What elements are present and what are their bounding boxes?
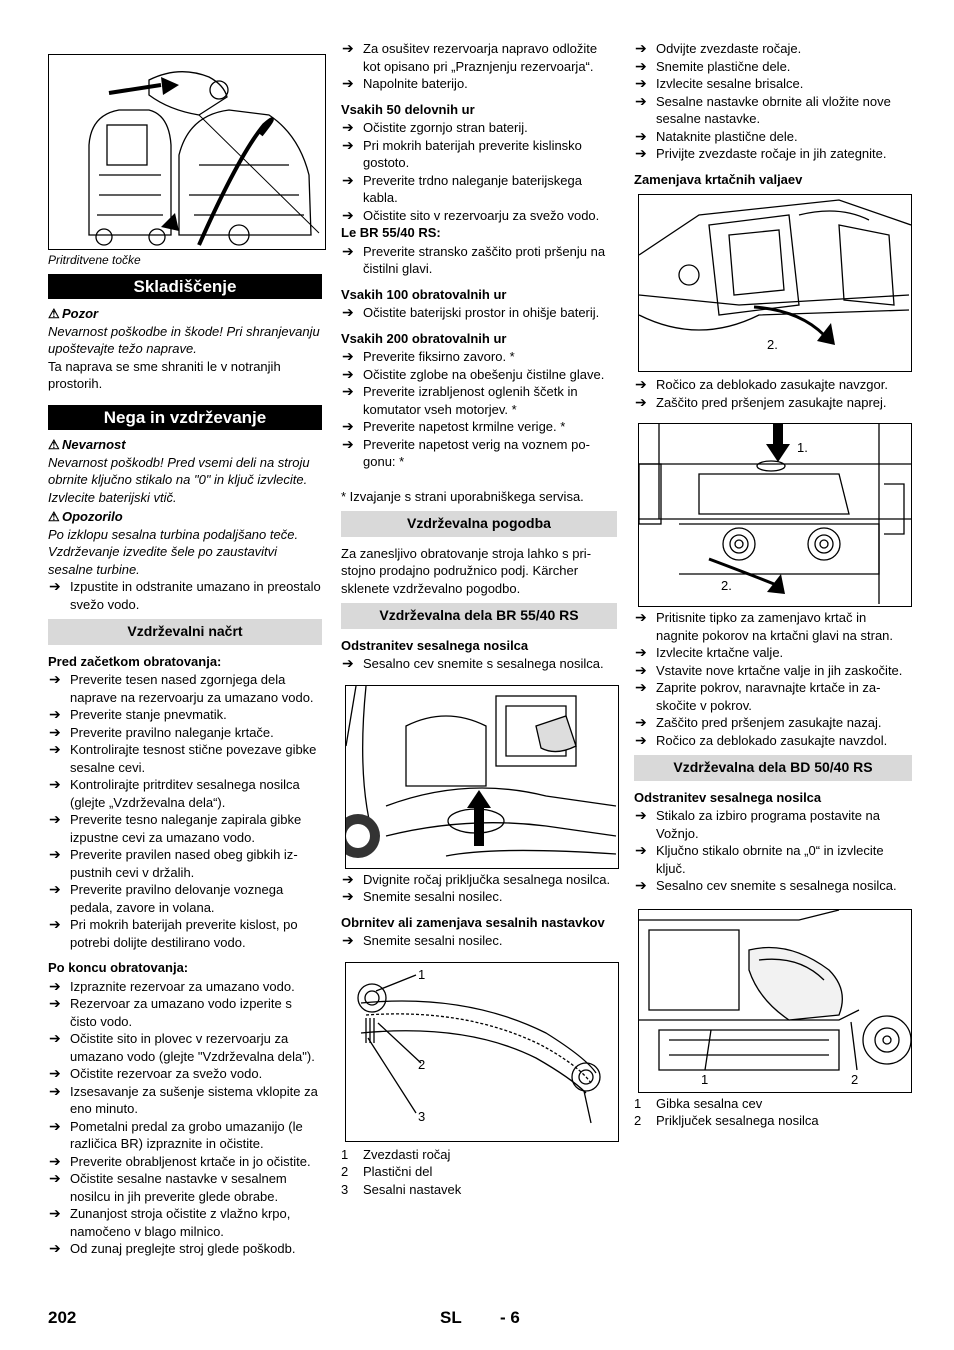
legend (634, 1095, 912, 1130)
arrow-icon: ➔ (49, 995, 61, 1011)
arrow-icon: ➔ (49, 723, 61, 740)
arrow-icon: ➔ (635, 40, 647, 56)
arrow-icon: ➔ (49, 776, 61, 792)
subheading-remove: Odstranitev sesalnega nosilca (341, 637, 529, 653)
warning-heading (48, 508, 322, 526)
section-title-br-work: Vzdrževalna dela BR 55/40 RS (341, 603, 617, 629)
danger-text: Nevarnost poškodb! Pred vsemi deli na stroju obrnite ključno stikalo na "0" in ključ izvlecite. Izvlecite baterijski vtič. (48, 454, 310, 505)
list-item: ➔ Preverite stransko zaščito proti pršenju na čistilni glavi. (342, 242, 606, 276)
list-item: ➔ Vstavite nove krtačne valje in jih zaskočite. (635, 661, 903, 678)
list-item: ➔ Preverite stanje pnevmatik. (49, 706, 227, 722)
arrow-icon: ➔ (635, 661, 647, 678)
suction-bar-illustration (346, 963, 618, 1141)
list-100h (341, 304, 617, 322)
release-lever-illustration (639, 195, 911, 371)
label-2: 2 (851, 1071, 859, 1087)
label-1: 1 (701, 1071, 709, 1087)
list-item: ➔ Izvlecite sesalne brisalce. (635, 75, 804, 91)
legend-item: 1 Gibka sesalna cev (634, 1095, 763, 1111)
arrow-icon: ➔ (342, 888, 354, 904)
section-title-maintenance-plan: Vzdrževalni načrt (48, 619, 322, 645)
subheading-bd-remove: Odstranitev sesalnega nosilca (634, 789, 822, 805)
arrow-icon: ➔ (49, 1065, 61, 1081)
list-50h (341, 119, 617, 224)
figure-caption: Pritrditvene točke (48, 253, 141, 267)
subheading-turn: Obrnitev ali zamenjava sesalnih nastavkov (341, 914, 605, 930)
list-item: ➔ Pometalni predal za grobo umazanijo (le različica BR) izpraznite in očistite. (49, 1117, 303, 1151)
section-number: - 6 (500, 1308, 520, 1327)
list-item: ➔ Ročico za deblokado zasukajte navzgor. (635, 376, 888, 392)
legend (341, 1146, 617, 1199)
warning-label: Opozorilo (62, 509, 123, 524)
legend-item: 3 Sesalni nastavek (341, 1181, 462, 1197)
list-item: ➔ Ključno stikalo obrnite na „0“ in izvlecite ključ. (635, 842, 884, 876)
figure-release-lever (638, 194, 912, 372)
storage-text: Ta naprava se sme shraniti le v notranjih prostorih. (48, 358, 281, 391)
list-item: ➔ Preverite fiksirno zavoro. * (342, 348, 515, 364)
subheading-br: Le BR 55/40 RS: (341, 225, 441, 240)
top-list (341, 40, 617, 93)
list-item: ➔ Očistite zglobe na obešenju čistilne glave. (342, 365, 605, 382)
arrow-icon: ➔ (342, 348, 354, 364)
fig2-list (634, 609, 912, 749)
arrow-icon: ➔ (635, 92, 647, 109)
arrow-icon: ➔ (49, 977, 61, 994)
arrow-icon: ➔ (635, 376, 647, 392)
arrow-icon: ➔ (635, 145, 647, 161)
arrow-icon: ➔ (635, 679, 647, 695)
list-item: ➔ Izvlecite krtačne valje. (635, 644, 784, 660)
arrow-icon: ➔ (342, 242, 354, 259)
list-item: ➔ Nataknite plastične dele. (635, 127, 798, 144)
caution-label: Pozor (62, 306, 99, 321)
arrow-icon: ➔ (342, 136, 354, 153)
arrow-icon: ➔ (342, 870, 354, 887)
arrow-icon: ➔ (342, 932, 354, 948)
list-item: ➔ Očistite sito in plovec v rezervoarju za umazano vodo (glejte "Vzdrževalna dela"). (49, 1030, 315, 1064)
list-item: ➔ Preverite tesno naleganje zapirala gibke izpustne cevi za umazano vodo. (49, 811, 302, 845)
service-note: * Izvajanje s strani uporabniškega servisa. (341, 488, 584, 504)
legend-item: 2 Priključek sesalnega nosilca (634, 1113, 819, 1128)
after-list (48, 978, 322, 1258)
step-label-1: 1. (797, 440, 808, 455)
list-item: ➔ Napolnite baterijo. (342, 75, 468, 91)
label-3: 3 (418, 1108, 426, 1124)
subheading-before: Pred začetkom obratovanja: (48, 653, 222, 669)
list-item: ➔ Pritisnite tipko za zamenjavo krtač in nagnite pokorov na krtačni glavi na stran. (635, 609, 894, 643)
subheading-after: Po koncu obratovanja: (48, 960, 189, 975)
list-item: ➔ Preverite pravilen nased obeg gibkih izpustnih cevi v držalih. (49, 846, 298, 880)
arrow-icon: ➔ (49, 741, 61, 757)
list-item: ➔ Sesalno cev snemite s sesalnega nosilca. (635, 877, 897, 893)
fig-list (341, 871, 617, 906)
caution-text: Nevarnost poškodbe in škode! Pri shranjevanju upoštevajte težo naprave. (48, 323, 320, 356)
column-right (634, 40, 912, 1130)
arrow-icon: ➔ (49, 881, 61, 897)
page-number: 202 (48, 1308, 77, 1327)
arrow-icon: ➔ (49, 578, 61, 594)
arrow-icon: ➔ (49, 1170, 61, 1186)
arrow-icon: ➔ (342, 435, 354, 452)
danger-label: Nevarnost (62, 437, 126, 452)
danger-heading (48, 436, 322, 454)
list-item: ➔ Preverite pravilno naleganje krtače. (49, 723, 274, 740)
arrow-icon: ➔ (635, 714, 647, 730)
caution-heading (48, 305, 322, 323)
column-middle (341, 40, 617, 1198)
subheading-50h: Vsakih 50 delovnih ur (341, 101, 475, 117)
machine-illustration (49, 55, 325, 249)
arrow-icon: ➔ (342, 383, 354, 399)
list-item: ➔ Izpustite in odstranite umazano in preostalo svežo vodo. (49, 578, 321, 612)
figure-attachment-points (48, 54, 326, 250)
bd-suction-holder-illustration (639, 910, 911, 1092)
warning-triangle-icon: ⚠ (48, 509, 60, 524)
list-item: ➔ Snemite plastične dele. (635, 57, 791, 74)
arrow-icon: ➔ (342, 655, 354, 671)
arrow-icon: ➔ (49, 1117, 61, 1134)
arrow-icon: ➔ (342, 171, 354, 188)
subheading-100h: Vsakih 100 obratovalnih ur (341, 286, 507, 302)
arrow-icon: ➔ (49, 1205, 61, 1221)
arrow-icon: ➔ (49, 916, 61, 932)
arrow-icon: ➔ (342, 206, 354, 223)
arrow-icon: ➔ (635, 644, 647, 660)
arrow-icon: ➔ (342, 304, 354, 320)
brush-change-illustration (639, 424, 911, 606)
fig1-list (634, 376, 912, 411)
label-1: 1 (418, 966, 426, 982)
arrow-icon: ➔ (635, 75, 647, 91)
list-item: ➔ Očistite baterijski prostor in ohišje baterij. (342, 304, 600, 320)
list-item: ➔ Preverite tesen nased zgornjega dela naprave na rezervoarju za umazano vodo. (49, 671, 314, 705)
list-item: ➔ Ročico za deblokado zasukajte navzdol. (635, 731, 888, 748)
list-item: ➔ Izpraznite rezervoar za umazano vodo. (49, 977, 295, 994)
remove-list (341, 655, 617, 673)
arrow-icon: ➔ (635, 807, 647, 823)
list-item: ➔ Preverite napetost krmilne verige. * (342, 418, 566, 434)
warning-triangle-icon: ⚠ (48, 437, 60, 452)
list-item: ➔ Zaščito pred pršenjem zasukajte nazaj. (635, 714, 882, 730)
subheading-200h: Vsakih 200 obratovalnih ur (341, 330, 507, 346)
label-2: 2 (418, 1056, 426, 1072)
arrow-icon: ➔ (49, 1152, 61, 1169)
list-200h (341, 348, 617, 471)
arrow-icon: ➔ (49, 1030, 61, 1046)
list-item: ➔ Očistite zgornjo stran baterij. (342, 119, 528, 135)
arrow-icon: ➔ (635, 731, 647, 748)
arrow-icon: ➔ (342, 75, 354, 91)
section-title-bd-work: Vzdrževalna dela BD 50/40 RS (634, 755, 912, 781)
list-item: ➔ Preverite napetost verig na voznem pogonu: * (342, 435, 590, 469)
section-title-care: Nega in vzdrževanje (48, 405, 322, 431)
list-item: ➔ Pri mokrih baterijah preverite kislinsko gostoto. (342, 136, 582, 170)
legend-item: 2 Plastični del (341, 1164, 433, 1179)
list-br (341, 243, 617, 278)
arrow-icon: ➔ (342, 119, 354, 135)
arrow-icon: ➔ (342, 365, 354, 382)
list-item: ➔ Očistite sito v rezervoarju za svežo vodo. (342, 206, 600, 223)
list-item: ➔ Od zunaj preglejte stroj glede poškodb. (49, 1240, 296, 1256)
warning-triangle-icon: ⚠ (48, 306, 60, 321)
list-item: ➔ Očistite sesalne nastavke v sesalnem nosilcu in jih preverite glede obrabe. (49, 1170, 287, 1204)
before-list (48, 671, 322, 951)
arrow-icon: ➔ (49, 811, 61, 827)
figure-brush-change (638, 423, 912, 607)
column-left (48, 40, 322, 1258)
list-item: ➔ Kontrolirajte pritrditev sesalnega nosilca (glejte „Vzdrževalna dela“). (49, 776, 300, 810)
list-item: ➔ Stikalo za izbiro programa postavite na Vožnjo. (635, 807, 881, 841)
figure-suction-holder (345, 685, 619, 869)
list-item: ➔ Dvignite ročaj priključka sesalnega nosilca. (342, 870, 611, 887)
list-item: ➔ Izsesavanje za sušenje sistema vklopite za eno minuto. (49, 1082, 318, 1116)
top-list (634, 40, 912, 163)
list-item: ➔ Očistite rezervoar za svežo vodo. (49, 1065, 263, 1081)
list-item: ➔ Preverite obrabljenost krtače in jo očistite. (49, 1152, 311, 1169)
arrow-icon: ➔ (635, 877, 647, 893)
arrow-icon: ➔ (635, 127, 647, 144)
list-item: ➔ Preverite izrabljenost oglenih ščetk in komutator vseh motorjev. * (342, 383, 578, 417)
contract-text: Za zanesljivo obratovanje stroja lahko s pristojno prodajno podružnico podj. Kärcher sklenete vzdrževalno pogodbo. (341, 545, 592, 596)
arrow-icon: ➔ (635, 57, 647, 74)
arrow-icon: ➔ (49, 1240, 61, 1256)
step-label-2: 2. (721, 578, 732, 593)
list-item: ➔ Pri mokrih baterijah preverite kislost, po potrebi dolijte destilirano vodo. (49, 916, 298, 950)
arrow-icon: ➔ (49, 671, 61, 687)
arrow-icon: ➔ (635, 393, 647, 410)
list-item: ➔ Snemite sesalni nosilec. (342, 888, 503, 904)
list-item: ➔ Kontrolirajte tesnost stične povezave gibke sesalne cevi. (49, 741, 317, 775)
arrow-icon: ➔ (635, 609, 647, 625)
list-item: ➔ Za osušitev rezervoarja napravo odložite kot opisano pri „Praznjenju rezervoarja“. (342, 40, 598, 74)
list-item: ➔ Sesalno cev snemite s sesalnega nosilca. (342, 655, 604, 671)
step-label-2: 2. (767, 337, 778, 352)
list-item: ➔ Preverite pravilno delovanje voznega pedala, zavore in volana. (49, 881, 284, 915)
suction-holder-illustration (346, 686, 618, 868)
list-item: ➔ Sesalne nastavke obrnite ali vložite nove sesalne nastavke. (635, 92, 891, 126)
section-title-storage: Skladiščenje (48, 274, 322, 300)
list-item: ➔ Snemite sesalni nosilec. (342, 932, 503, 948)
list-item: ➔ Zunanjost stroja očistite z vlažno krpo, namočeno v blago milnico. (49, 1205, 291, 1239)
list-item: ➔ Zaščito pred pršenjem zasukajte naprej. (635, 393, 887, 410)
figure-suction-bar (345, 962, 619, 1142)
arrow-icon: ➔ (635, 842, 647, 858)
list-item: ➔ Preverite trdno naleganje baterijskega kabla. (342, 171, 582, 205)
arrow-icon: ➔ (49, 846, 61, 862)
arrow-icon: ➔ (49, 706, 61, 722)
warning-text: Po izklopu sesalna turbina podaljšano teče. Vzdrževanje izvedite šele po zaustavitvi sesalne turbine. (48, 526, 299, 577)
arrow-icon: ➔ (49, 1082, 61, 1099)
legend-item: 1 Zvezdasti ročaj (341, 1146, 451, 1162)
arrow-icon: ➔ (342, 418, 354, 434)
list-item: ➔ Privijte zvezdaste ročaje in jih zategnite. (635, 145, 887, 161)
arrow-icon: ➔ (342, 40, 354, 56)
subheading-roller: Zamenjava krtačnih valjaev (634, 171, 803, 187)
turn-list (341, 932, 617, 950)
warning-list (48, 578, 322, 613)
list-item: ➔ Zaprite pokrov, naravnajte krtače in zaskočite v pokrov. (635, 679, 881, 713)
bd-list (634, 807, 912, 895)
list-item: ➔ Rezervoar za umazano vodo izperite s čisto vodo. (49, 995, 292, 1029)
language-code: SL (440, 1308, 462, 1327)
section-title-contract: Vzdrževalna pogodba (341, 511, 617, 537)
figure-bd-suction-holder (638, 909, 912, 1093)
list-item: ➔ Odvijte zvezdaste ročaje. (635, 40, 802, 56)
